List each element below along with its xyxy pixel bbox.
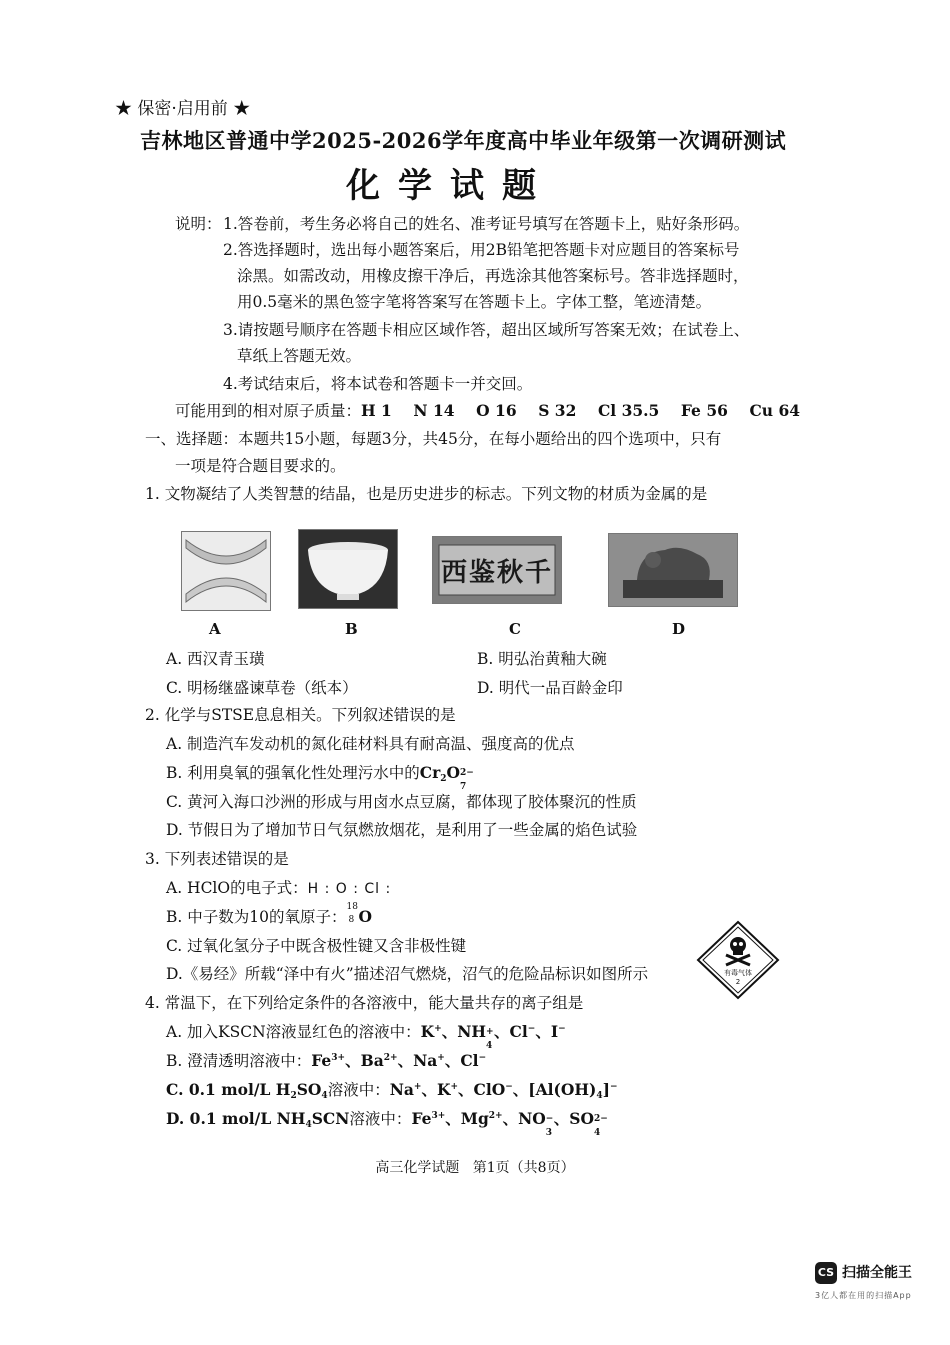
- secret-mark: ★ 保密·启用前 ★: [115, 99, 251, 119]
- q1-image-label-a: A: [209, 620, 221, 638]
- q4-option-b-text: B. 澄清透明溶液中：: [166, 1052, 312, 1070]
- q3-option-c: C. 过氧化氢分子中既含极性键又含非极性键: [166, 937, 467, 955]
- q1-option-a: A. 西汉青玉璜: [166, 650, 265, 668]
- note-3-cont: 草纸上答题无效。: [237, 347, 362, 365]
- q2-option-b: [166, 761, 474, 792]
- q4-option-d-text: D. 0.1 mol/L: [166, 1109, 272, 1128]
- q4-option-c: C. 0.1 mol/L $H_2SO_4$溶液中：Na+、K+、ClO−、$[Al(OH)_4]^-$: [166, 1080, 618, 1101]
- q3-stem: 3. 下列表述错误的是: [145, 850, 289, 868]
- gold-seal-image: [609, 534, 737, 606]
- q1-image-c: [432, 536, 562, 604]
- q1-image-d: [608, 533, 738, 607]
- q4-option-c-solute: 溶液中：: [327, 1081, 390, 1099]
- q1-image-label-b: B: [345, 620, 358, 638]
- skull-crossbones-icon: [696, 920, 780, 1000]
- dichromate-o-sub: 7: [460, 782, 467, 792]
- camscanner-tagline: 3亿人都在用的扫描App: [815, 1291, 912, 1300]
- dichromate-cr: Cr: [419, 763, 441, 782]
- q3-option-a-text: A. HClO的电子式：: [166, 879, 308, 897]
- dichromate-charge: 2−: [460, 768, 474, 778]
- q1-image-label-c: C: [509, 620, 521, 638]
- section-1-heading: 一、选择题：本题共15小题，每题3分，共45分，在每小题给出的四个选项中，只有: [145, 430, 722, 448]
- notes-label: 说明：: [175, 215, 222, 233]
- note-2-cont-2: 用0.5毫米的黑色签字笔将答案写在答题卡上。字体工整，笔迹清楚。: [237, 293, 712, 311]
- q3-option-d: D.《易经》所载“泽中有火”描述沼气燃烧，沼气的危险品标识如图所示: [166, 965, 649, 983]
- q2-option-b-text: B. 利用臭氧的强氧化性处理污水中的: [166, 764, 420, 782]
- plaque-inscription: 千秋鉴西: [440, 558, 553, 588]
- note-2: 2.答选择题时，选出每小题答案后，用2B铅笔把答题卡对应题目的答案标号: [223, 241, 740, 259]
- exam-title: 吉林地区普通中学2025-2026学年度高中毕业年级第一次调研测试: [140, 128, 787, 153]
- q2-option-c: C. 黄河入海口沙洲的形成与用卤水点豆腐，都体现了胶体聚沉的性质: [166, 793, 637, 811]
- q2-option-a: A. 制造汽车发动机的氮化硅材料具有耐高温、强度高的优点: [166, 735, 575, 753]
- q1-stem: 1. 文物凝结了人类智慧的结晶，也是历史进步的标志。下列文物的材质为金属的是: [145, 485, 708, 503]
- dichromate-o: O: [446, 763, 461, 782]
- note-3: 3.请按题号顺序在答题卡相应区域作答，超出区域所写答案无效；在试卷上、: [223, 321, 750, 339]
- q1-image-b: [298, 529, 398, 609]
- q4-stem: 4. 常温下，在下列给定条件的各溶液中，能大量共存的离子组是: [145, 994, 584, 1012]
- section-1-heading-cont: 一项是符合题目要求的。: [175, 457, 346, 475]
- isotope-symbol: O: [358, 907, 372, 926]
- atomic-mass-label: 可能用到的相对原子质量：: [175, 402, 362, 420]
- toxic-gas-hazard-sign: [696, 920, 780, 1000]
- bowl-image: [299, 530, 397, 608]
- isotope-atomic-number: 8: [348, 915, 355, 925]
- q1-option-d: D. 明代一品百龄金印: [477, 679, 623, 697]
- hazard-label: 有毒气体: [724, 969, 752, 977]
- jade-huang-image: [182, 532, 270, 610]
- q4-option-d: D. 0.1 mol/L $NH_4SCN$溶液中：$Fe^{3+}$、$Mg^{2+}$、NO − 3 、SO 2− 4: [166, 1109, 608, 1138]
- camscanner-logo-icon: CS: [815, 1262, 837, 1284]
- atomic-mass-values: H 1 N 14 O 16 S 32 Cl 35.5 Fe 56 Cu 64: [361, 401, 801, 420]
- dichromate-cr-sub: 2: [440, 774, 447, 784]
- note-4: 4.考试结束后，将本试卷和答题卡一并交回。: [223, 375, 533, 393]
- page-footer: 高三化学试题 第1页（共8页）: [375, 1160, 575, 1176]
- q4-option-d-solute: 溶液中：: [349, 1110, 412, 1128]
- q2-stem: 2. 化学与STSE息息相关。下列叙述错误的是: [145, 706, 456, 724]
- note-1: 1.答卷前，考生务必将自己的姓名、准考证号填写在答题卡上，贴好条形码。: [223, 215, 750, 233]
- q1-option-b: B. 明弘治黄釉大碗: [477, 650, 607, 668]
- q3-option-b-text: B. 中子数为10的氧原子：: [166, 908, 347, 926]
- isotope-mass-number: 18: [346, 902, 358, 912]
- q3-option-b: [166, 902, 372, 927]
- subject-title: 化学试题: [346, 166, 554, 206]
- atomic-mass-line: [175, 399, 800, 421]
- q4-option-c-text: C. 0.1 mol/L: [166, 1080, 271, 1099]
- hazard-class: 2: [735, 978, 741, 986]
- camscanner-name: 扫描全能王: [842, 1265, 912, 1281]
- q4-option-b: B. 澄清透明溶液中：$Fe^{3+}$、$Ba^{2+}$、Na+、Cl−: [166, 1051, 487, 1070]
- q2-option-d: D. 节假日为了增加节日气氛燃放烟花，是利用了一些金属的焰色试验: [166, 821, 638, 839]
- q1-image-a: [181, 531, 271, 611]
- q3-option-a: [166, 876, 391, 898]
- hclo-electron-formula: H : O : Cl :: [307, 881, 392, 897]
- q1-image-label-d: D: [672, 620, 686, 638]
- q1-option-c: C. 明杨继盛谏草卷（纸本）: [166, 679, 358, 697]
- q4-option-a: A. 加入KSCN溶液显红色的溶液中：K+、NH + 4 、Cl−、I−: [166, 1022, 566, 1051]
- q4-option-a-text: A. 加入KSCN溶液显红色的溶液中：: [166, 1023, 421, 1041]
- note-2-cont-1: 涂黑。如需改动，用橡皮擦干净后，再选涂其他答案标号。答非选择题时，: [237, 267, 749, 285]
